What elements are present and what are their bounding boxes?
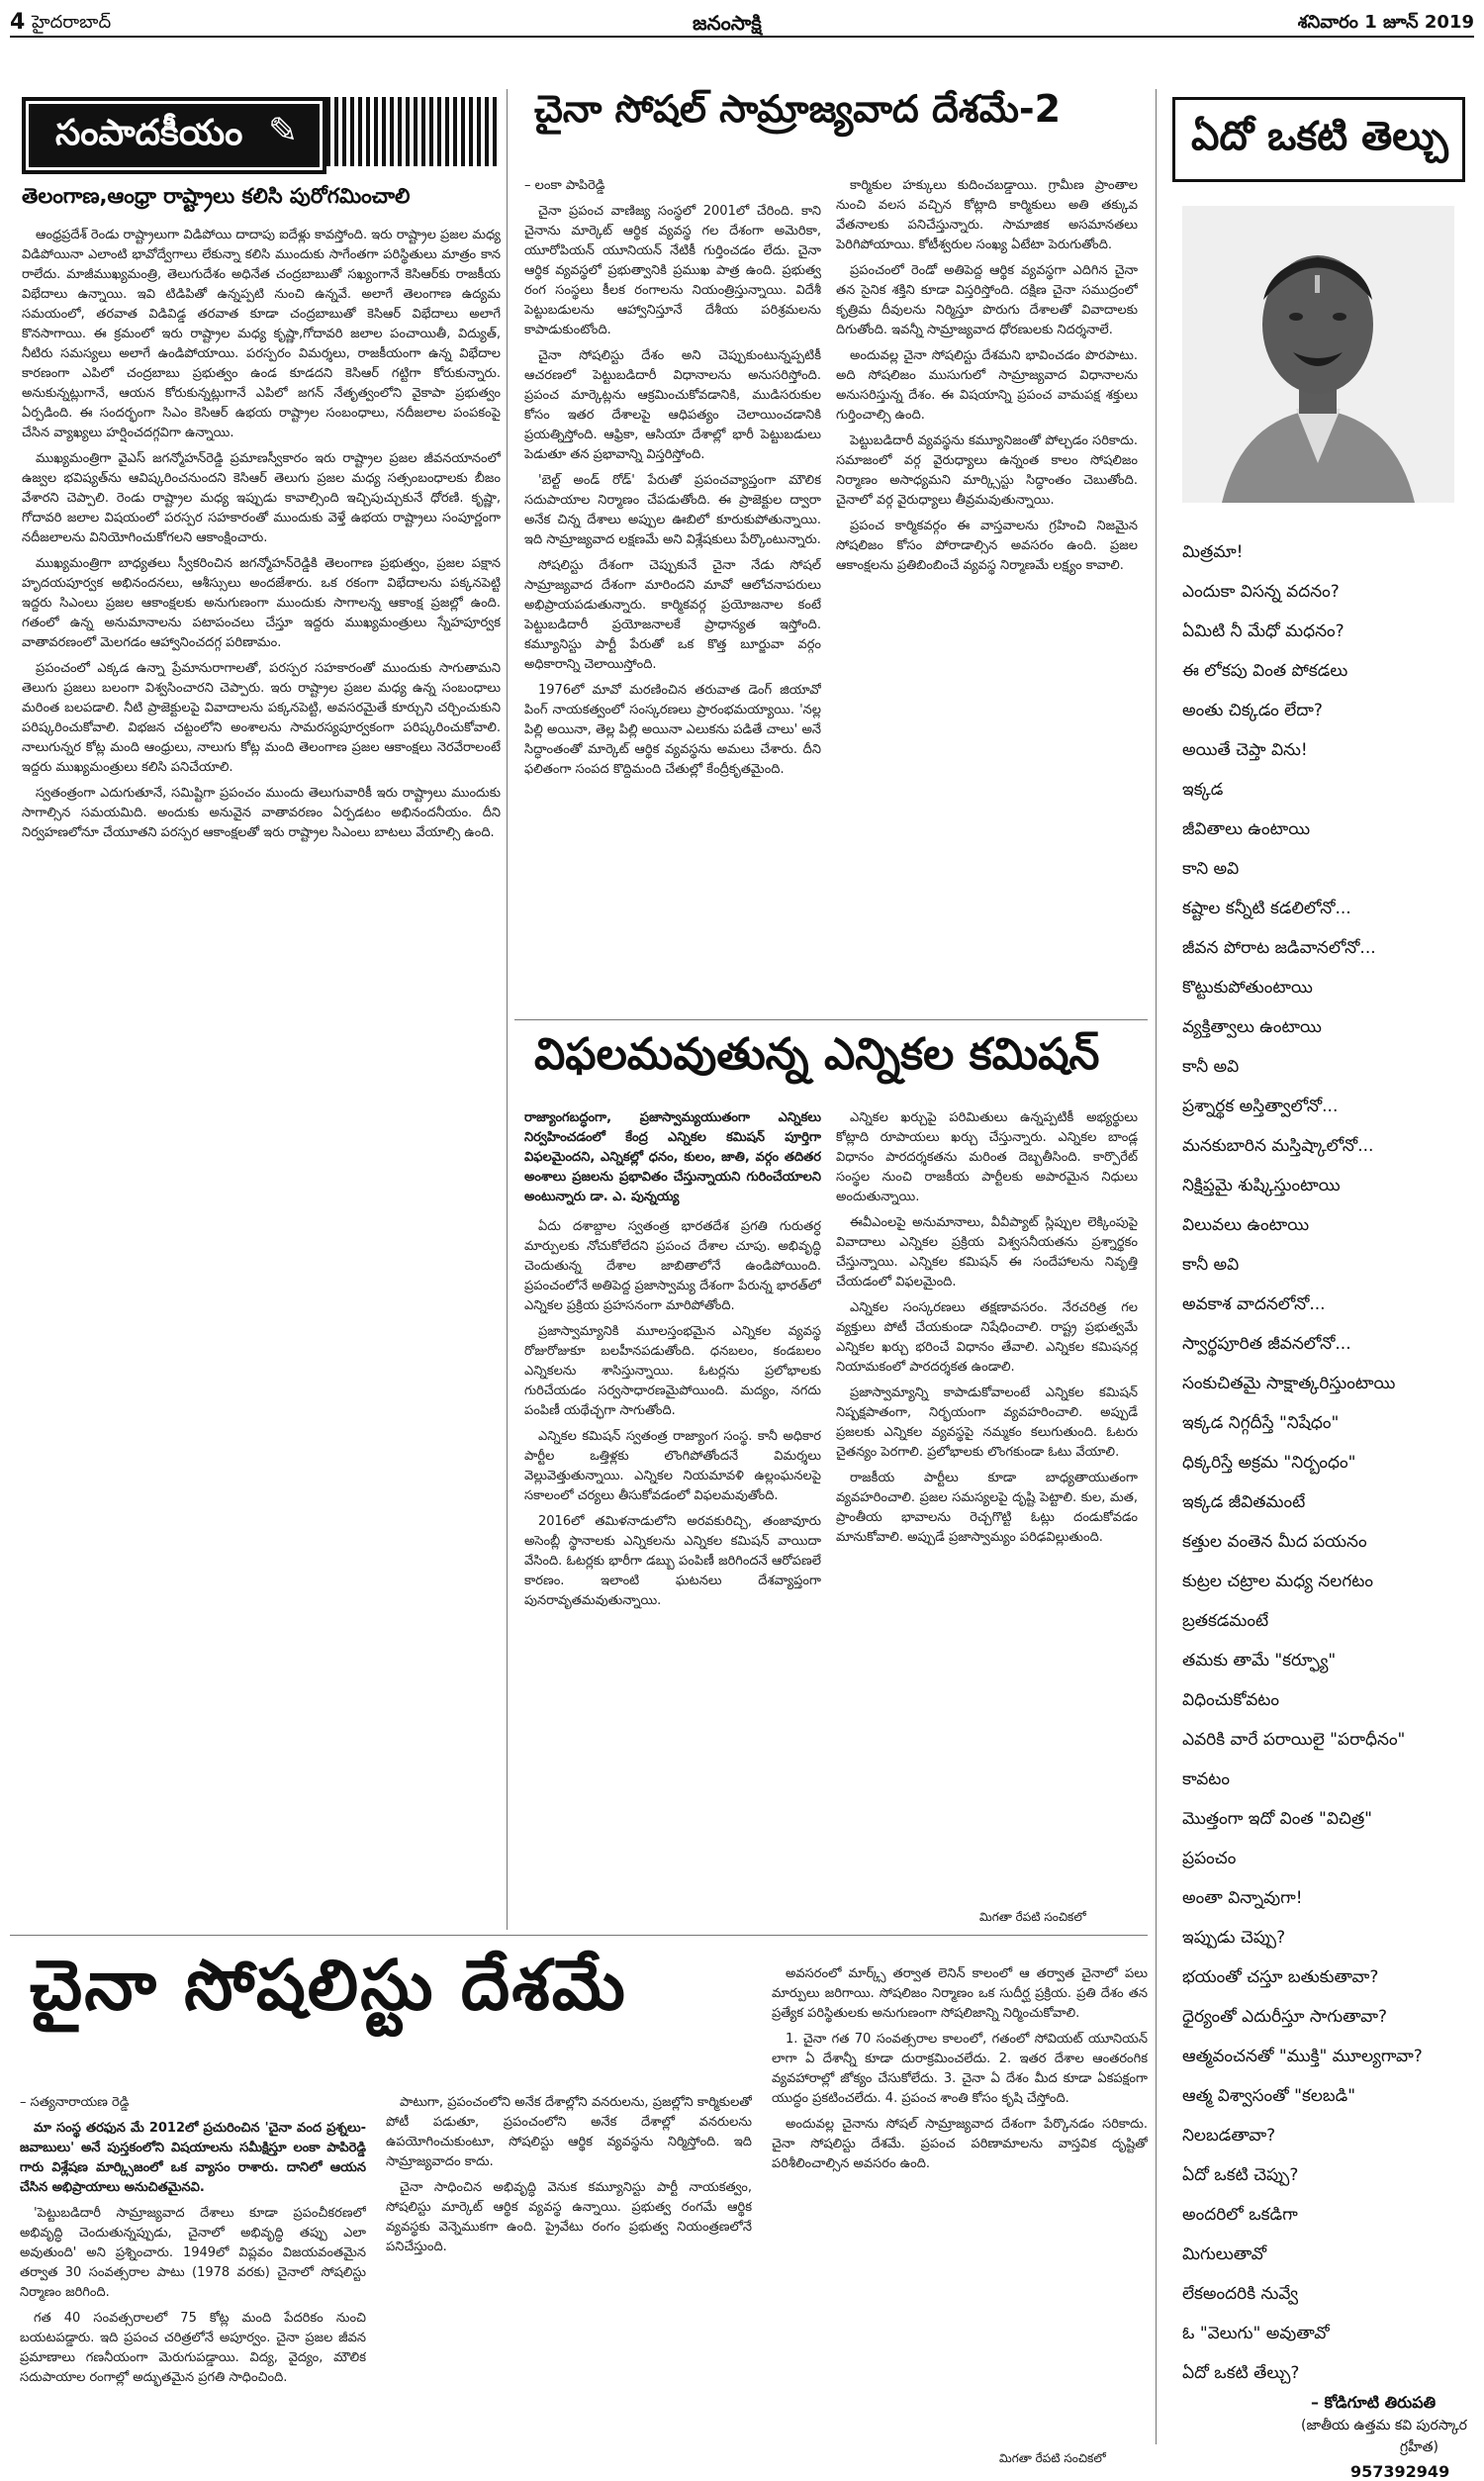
poem-line: నిలబడతావా? bbox=[1182, 2126, 1276, 2146]
poet-portrait-icon bbox=[1182, 206, 1454, 503]
china-paragraph: కార్మికుల హక్కులు కుదించబడ్డాయి. గ్రామీణ ప్రాంతాల నుంచి వలస వచ్చిన కోట్లాది కార్మికులు అతి తక్కువ వేతనాలకు పనిచేస్తున్నారు. సామాజిక అసమానతలు పెరిగిపోయాయి. కోటీశ్వరుల సంఖ్య ఏటేటా పెరుగుతోంది. bbox=[836, 178, 1138, 252]
poem-line: ఏదో ఒకటి చెప్పు? bbox=[1182, 2165, 1299, 2185]
election-body-right bbox=[836, 1108, 1138, 1910]
poem-line: విలువలు ఉంటాయి bbox=[1182, 1215, 1310, 1235]
poem-line: ప్రశ్నార్థక అస్తిత్వాలోనో... bbox=[1182, 1097, 1339, 1116]
poem-title: ఏదో ఒకటి తెల్చు bbox=[1191, 114, 1448, 159]
poem-line: ఆత్మ విశ్వాసంతో "కలబడి" bbox=[1182, 2086, 1356, 2106]
poem-line: మొత్తంగా ఇదో వింత "విచిత్ర" bbox=[1182, 1809, 1372, 1829]
editorial-body bbox=[22, 226, 501, 1918]
socialist-paragraph: 'పెట్టుబడిదారీ సామ్రాజ్యవాద దేశాలు కూడా ప్రపంచీకరణలో అభివృద్ధి చెందుతున్నప్పుడు, చైనాలో అభివృద్ధి తప్పు ఎలా అవుతుంది' అని ప్రశ్నించారు. 1949లో విప్లవం విజయవంతమైన తర్వాత 30 సంవత్సరాల పాటు (1978 వరకు) చైనాలో సోషలిస్టు నిర్మాణం జరిగింది. bbox=[20, 2206, 366, 2300]
section-divider bbox=[10, 1935, 1148, 1936]
socialist-headline: చైనా సోషలిస్టు దేశమే bbox=[30, 1945, 627, 2026]
poem-title-box bbox=[1172, 97, 1465, 182]
poem-author: – కోడిగూటి తిరుపతి bbox=[1311, 2393, 1437, 2412]
poem-line: లేకఅందరికి నువ్వే bbox=[1182, 2284, 1299, 2304]
poem-line: భయంతో చస్తూ బతుకుతావా? bbox=[1182, 1967, 1379, 1987]
china-byline: – లంకా పాపిరెడ్డి bbox=[524, 178, 605, 193]
poem-line: ఇక్కడ bbox=[1182, 780, 1224, 800]
china-paragraph: ప్రపంచంలో రెండో అతిపెద్ద ఆర్థిక వ్యవస్థగా ఎదిగిన చైనా తన సైనిక శక్తిని కూడా విస్తరిస్తోంది. దక్షిణ చైనా సముద్రంలో కృత్రిమ దీవులను నిర్మిస్తూ పొరుగు దేశాలతో వివాదాలకు దిగుతోంది. ఇవన్నీ సామ్రాజ్యవాద ధోరణులకు నిదర్శనాలే. bbox=[836, 263, 1138, 337]
editorial-paragraph: స్వతంత్రంగా ఎదుగుతూనే, సమిష్టిగా ప్రపంచం ముందు తెలుగువారికీ ఇరు రాష్ట్రాలు ముందుకు సాగాల్సిన సమయమిది. అందుకు అనువైన వాతావరణం ఏర్పడటం అభినందనీయం. దీని నిర్వహణలోనూ చేయూతని పరస్పర ఆకాంక్షలతో ఇరు రాష్ట్రాల సిఎంలు బాటలు వేయాల్సి ఉంది. bbox=[22, 786, 501, 840]
editorial-paragraph: ముఖ్యమంత్రిగా వైఎస్ జగన్మోహన్‌రెడ్డి ప్రమాణస్వీకారం ఇరు రాష్ట్రాల ప్రజల జీవనయానంలో ఉజ్వల భవిష్యత్‌ను ఆవిష్కరించనుందని కెసిఆర్ తెలుగు ప్రజల మధ్య సత్సంబంధాలకు బీజం వేశారని చెప్పాలి. రెండు రాష్ట్రాల మధ్య ఇప్పుడు కావాల్సింది ఇచ్చిపుచ్చుకునే ధోరణి. కృష్ణా, గోదావరి జలాల విషయంలో పరస్పర సహకారంతో ముందుకు వెళ్తే ఉభయ రాష్ట్రాలు సంపూర్ణంగా నదీజలాలను వినియోగించుకోగలని ఆకాంక్షించారు. bbox=[22, 451, 501, 545]
socialist-deck: మా సంస్థ తరఫున మే 2012లో ప్రచురించిన 'చైనా వంద ప్రశ్నలు-జవాబులు' అనే పుస్తకంలోని విషయాలను సమీక్షిస్తూ లంకా పాపిరెడ్డి గారు విశ్లేషణ మార్క్సిజంలో ఒక వ్యాసం రాశారు. దానిలో ఆయన చేసిన అభిప్రాయాలు అనుచితమైనవి. bbox=[20, 2121, 366, 2195]
poem-line: అంతా విన్నావుగా! bbox=[1182, 1888, 1303, 1908]
poem-line: కుట్రల చట్రాల మధ్య నలగటం bbox=[1182, 1572, 1373, 1591]
column-divider bbox=[507, 89, 508, 1930]
china-paragraph: చైనా ప్రపంచ వాణిజ్య సంస్థలో 2001లో చేరింది. కాని చైనాను మార్కెట్ ఆర్థిక వ్యవస్థ గల దేశంగా అమెరికా, యూరోపియన్ యూనియన్ నేటికీ గుర్తించడం లేదు. చైనా ఆర్థిక వ్యవస్థలో ప్రభుత్వానికి ప్రముఖ పాత్ర ఉంది. ప్రభుత్వ రంగ సంస్థలు కీలక రంగాలను నియంత్రిస్తున్నాయి. విదేశీ పెట్టుబడులను ఆహ్వానిస్తూనే దేశీయ పరిశ్రమలను కాపాడుకుంటోంది. bbox=[524, 204, 821, 337]
election-headline: విఫలమవుతున్న ఎన్నికల కమిషన్ bbox=[534, 1029, 1100, 1080]
poem-line: జీవితాలు ఉంటాయి bbox=[1182, 819, 1311, 839]
poet-photo bbox=[1182, 206, 1454, 503]
election-deck: రాజ్యాంగబద్ధంగా, ప్రజాస్వామ్యయుతంగా ఎన్నికలు నిర్వహించడంలో కేంద్ర ఎన్నికల కమిషన్ పూర్తిగా విఫలమైందని, ఎన్నికల్లో ధనం, కులం, జాతి, వర్గం తదితర అంశాలు ప్రజలను ప్రభావితం చేస్తున్నాయని గురించేయాలని అంటున్నారు డా. ఎ. పున్నయ్య bbox=[524, 1110, 821, 1204]
poem-line: సంకుచితమై సాక్షాత్కరిస్తుంటాయి bbox=[1182, 1374, 1396, 1393]
china-paragraph: ప్రపంచ కార్మికవర్గం ఈ వాస్తవాలను గ్రహించి నిజమైన సోషలిజం కోసం పోరాడాల్సిన అవసరం ఉంది. ప్రజల ఆకాంక్షలను ప్రతిబింబించే వ్యవస్థ నిర్మాణమే లక్ష్యం కావాలి. bbox=[836, 519, 1138, 573]
poem-line: మిగులుతావో bbox=[1182, 2244, 1267, 2264]
city-name: హైదరాబాద్ bbox=[32, 12, 112, 33]
poem-line: ఏమిటి నీ మేధో మధనం? bbox=[1182, 621, 1345, 641]
china-headline: చైనా సోషల్ సామ్రాజ్యవాద దేశమే-2 bbox=[534, 87, 1062, 131]
poem-line: అందరిలో ఒకడిగా bbox=[1182, 2205, 1298, 2225]
china-body-left bbox=[524, 176, 821, 1017]
poem-author-title: (జాతీయ ఉత్తమ కవి పురస్కార bbox=[1301, 2418, 1467, 2433]
china-article bbox=[514, 48, 1148, 1017]
poem-line: అవకాశ వాదనలోనో... bbox=[1182, 1294, 1326, 1314]
pen-icon: ✎ bbox=[268, 111, 299, 151]
editorial-section bbox=[12, 48, 501, 1928]
masthead bbox=[10, 8, 1474, 38]
page-number: 4 bbox=[10, 10, 26, 35]
poem-line: అయితే చెప్తా విను! bbox=[1182, 740, 1308, 760]
poem-line: ధిక్కరిస్తే అక్రమ "నిర్బంధం" bbox=[1182, 1453, 1356, 1473]
election-paragraph: ప్రజాస్వామ్యాన్ని కాపాడుకోవాలంటే ఎన్నికల కమిషన్ నిష్పక్షపాతంగా, నిర్భయంగా వ్యవహరించాలి. అప్పుడే ప్రజలకు ఎన్నికల వ్యవస్థపై నమ్మకం కలుగుతుంది. ఓటరు చైతన్యం పెరగాలి. ప్రలోభాలకు లొంగకుండా ఓటు వేయాలి. bbox=[836, 1385, 1138, 1460]
issue-date: శనివారం 1 జూన్ 2019 bbox=[1297, 12, 1474, 33]
china-paragraph: సోషలిస్టు దేశంగా చెప్పుకునే చైనా నేడు సోషల్ సామ్రాజ్యవాద దేశంగా మారిందని మావో ఆలోచనాపరులు అభిప్రాయపడుతున్నారు. కార్మికవర్గ ప్రయోజనాల కంటే పెట్టుబడిదారీ ప్రయోజనాలకే ప్రాధాన్యత ఇస్తోంది. కమ్యూనిస్టు పార్టీ పేరుతో ఒక కొత్త బూర్జువా వర్గం అధికారాన్ని చెలాయిస్తోంది. bbox=[524, 558, 821, 672]
poem-line: కత్తుల వంతెన మీద పయనం bbox=[1182, 1532, 1367, 1552]
socialist-body-3 bbox=[772, 1964, 1148, 2449]
socialist-paragraph: చైనా సాధించిన అభివృద్ధి వెనుక కమ్యూనిస్టు పార్టీ నాయకత్వం, సోషలిస్టు మార్కెట్ ఆర్థిక వ్యవస్థ ఉన్నాయి. ప్రభుత్వ రంగమే ఆర్థిక వ్యవస్థకు వెన్నెముకగా ఉంది. ప్రైవేటు రంగం ప్రభుత్వ నియంత్రణలోనే పనిచేస్తుంది. bbox=[386, 2180, 752, 2254]
poem-line: ధైర్యంతో ఎదురీస్తూ సాగుతావా? bbox=[1182, 2007, 1388, 2027]
poem-line: స్వార్థపూరిత జీవనలోనో... bbox=[1182, 1334, 1351, 1354]
editorial-paragraph: ప్రపంచంలో ఎక్కడ ఉన్నా ప్రేమానురాగాలతో, పరస్పర సహకారంతో ముందుకు సాగుతామని తెలుగు ప్రజలు బలంగా విశ్వసించారని చెప్పారు. ఇరు రాష్ట్రాల ప్రజల మధ్య ఉన్న సంబంధాలు మరింత బలపడాలి. నీటి ప్రాజెక్టులపై వివాదాలను పక్కనపెట్టి, అవసరమైతే కూర్చుని చర్చించుకుని పరిష్కరించుకోవాలి. విభజన చట్టంలోని అంశాలను సామరస్యపూర్వకంగా పరిష్కరించుకోవాలి. నాలుగున్నర కోట్ల మంది ఆంధ్రులు, నాలుగు కోట్ల మంది తెలంగాణ ప్రజల ఆకాంక్షలు నెరవేరాలంటే ఇద్దరు ముఖ్యమంత్రులు కలిసి పనిచేయాలి. bbox=[22, 661, 501, 775]
poem-line: విధించుకోవటం bbox=[1182, 1690, 1280, 1710]
poem-line: బ్రతకడమంటే bbox=[1182, 1611, 1269, 1631]
editorial-paragraph: ఆంధ్రప్రదేశ్ రెండు రాష్ట్రాలుగా విడిపోయి దాదాపు ఐదేళ్లు కావస్తోంది. ఇరు రాష్ట్రాల ప్రజల మధ్య విడిపోయినా ఎలాంటి భావోద్వేగాలు లేకున్నా కలిసి ముందుకు సాగేంతగా పరిస్థితులు మాత్రం కాన రాలేదు. మాజీముఖ్యమంత్రి, తెలుగుదేశం అధినేత చంద్రబాబుతో సఖ్యంగానే కెసిఆర్‌కు రాజకీయ విభేదాలు ఉన్నాయి. ఇవి టిడిపితో ఉన్నప్పటి నుంచి ఉన్నవే. అలాగే తెలంగాణ ఉద్యమ సమయంలో, తరవాత విడివిడ్డ తరవాత కూడా చంద్రబాబుతో కెసిఆర్ విభేదాలు అలాగే కొనసాగాయి. ఈ క్రమంలో ఇరు రాష్ట్రాల మధ్య కృష్ణా,గోదావరి జలాల పంచాయితీ, విద్యుత్, నీటిరు సమస్యలు అలాగే ఉండిపోయాయి. పరస్పరం విమర్శలు, రాజకీయంగా ఉన్న విభేదాల కారణంగా ఎపిలో చంద్రబాబు ప్రభుత్వం ఉండ కూడదని కెసిఆర్ గట్టిగా కోరుకున్నారు. అనుకున్నట్లుగానే, ఆయన కోరుకున్నట్లుగానే ఎపిలో జగన్ నేతృత్వంలోని వైకాపా ప్రభుత్వం ఏర్పడింది. ఈ సందర్భంగా సిఎం కెసిఆర్ ఉభయ రాష్ట్రాల సంబంధాలు, నదీజలాల పంపకంపై చేసిన వ్యాఖ్యలు హర్షించదగ్గవిగా ఉన్నాయి. bbox=[22, 228, 501, 440]
section-divider bbox=[514, 1019, 1148, 1020]
poem-line: వ్యక్తిత్వాలు ఉంటాయి bbox=[1182, 1017, 1322, 1037]
china-paragraph: 'బెల్ట్ అండ్ రోడ్' పేరుతో ప్రపంచవ్యాప్తంగా మౌలిక సదుపాయాల నిర్మాణం చేపడుతోంది. ఈ ప్రాజెక్టుల ద్వారా అనేక చిన్న దేశాలు అప్పుల ఊబిలో కూరుకుపోతున్నాయి. ఇది సామ్రాజ్యవాద లక్షణమే అని విశ్లేషకులు పేర్కొంటున్నారు. bbox=[524, 473, 821, 547]
editorial-headline: తెలంగాణ,ఆంధ్రా రాష్ట్రాలు కలిసి పురోగమించాలి bbox=[22, 184, 411, 208]
china-paragraph: పెట్టుబడిదారీ వ్యవస్థను కమ్యూనిజంతో పోల్చడం సరికాదు. సమాజంలో వర్గ వైరుధ్యాలు ఉన్నంత కాలం సోషలిజం నిర్మాణం అసాధ్యమని మార్క్సిస్టు సిద్ధాంతం చెబుతోంది. చైనాలో వర్గ వైరుధ్యాలు తీవ్రమవుతున్నాయి. bbox=[836, 433, 1138, 508]
poem-section bbox=[1162, 48, 1474, 2481]
socialist-body-1 bbox=[20, 2093, 366, 2469]
column-divider bbox=[1156, 89, 1157, 2444]
socialist-paragraph: పాటుగా, ప్రపంచంలోని అనేక దేశాల్లోని వనరులను, ప్రజల్లోని కార్మికులతో పోటీ పడుతూ, ప్రపంచంలోని అనేక దేశాల్లో వనరులను ఉపయోగించుకుంటూ, సోషలిస్టు ఆర్థిక వ్యవస్థను నిర్మిస్తోంది. ఇది సామ్రాజ్యవాదం కాదు. bbox=[386, 2095, 752, 2169]
china-paragraph: అందువల్ల చైనా సోషలిస్టు దేశమని భావించడం పొరపాటు. అది సోషలిజం ముసుగులో సామ్రాజ్యవాద విధానాలను అనుసరిస్తున్న దేశం. ఈ విషయాన్ని ప్రపంచ వామపక్ష శక్తులు గుర్తించాల్సి ఉంది. bbox=[836, 348, 1138, 423]
china-body-right bbox=[836, 176, 1138, 1017]
editorial-banner bbox=[22, 97, 326, 174]
poem-line: కాని అవి bbox=[1182, 859, 1240, 879]
election-paragraph: ప్రజాస్వామ్యానికి మూలస్తంభమైన ఎన్నికల వ్యవస్థ రోజురోజుకూ బలహీనపడుతోంది. ధనబలం, కండబలం ఎన్నికలను శాసిస్తున్నాయి. ఓటర్లను ప్రలోభాలకు గురిచేయడం సర్వసాధారణమైపోయింది. మద్యం, నగదు పంపిణీ యథేచ్ఛగా సాగుతోంది. bbox=[524, 1324, 821, 1418]
editorial-decor-stripes bbox=[326, 97, 501, 166]
poem-line: తమకు తామే "కర్ఫ్యూ" bbox=[1182, 1651, 1337, 1670]
poem-line: కష్టాల కన్నీటి కడలిలోనో... bbox=[1182, 899, 1351, 918]
socialist-continued: మిగతా రేపటి సంచికలో bbox=[999, 2451, 1106, 2465]
socialist-paragraph: అందువల్ల చైనాను సోషల్ సామ్రాజ్యవాద దేశంగా పేర్కొనడం సరికాదు. చైనా సోషలిస్టు దేశమే. ప్రపంచ పరిణామాలను వాస్తవిక దృష్టితో పరిశీలించాల్సిన అవసరం ఉంది. bbox=[772, 2117, 1148, 2171]
poem-author-title-2: గ్రహీత) bbox=[1400, 2439, 1438, 2455]
paper-name: జనంసాక్షి bbox=[693, 11, 762, 35]
socialist-article bbox=[10, 1945, 1148, 2469]
poem-line: మనకుబారిన మస్తిష్కాలోనో... bbox=[1182, 1136, 1374, 1156]
poem-line: కొట్టుకుపోతుంటాయి bbox=[1182, 978, 1313, 998]
poem-line: ఆత్మవంచనతో "ముక్తి" మూల్యగావా? bbox=[1182, 2047, 1423, 2066]
poem-line: మిత్రమా! bbox=[1182, 542, 1244, 562]
poem-line: నిక్షిప్తమై శుష్కిస్తుంటాయి bbox=[1182, 1176, 1341, 1195]
poem-line: అంతు చిక్కడం లేదా? bbox=[1182, 701, 1323, 720]
election-paragraph: ఎన్నికల కమిషన్ స్వతంత్ర రాజ్యాంగ సంస్థ. కానీ అధికార పార్టీల ఒత్తిళ్లకు లొంగిపోతోందనే విమర్శలు వెల్లువెత్తుతున్నాయి. ఎన్నికల నియమావళి ఉల్లంఘనలపై సకాలంలో చర్యలు తీసుకోవడంలో విఫలమవుతోంది. bbox=[524, 1429, 821, 1503]
poem-line: కావటం bbox=[1182, 1769, 1231, 1789]
election-paragraph: ఈవీఎంలపై అనుమానాలు, వీవీప్యాట్ స్లిప్పుల లెక్కింపుపై వివాదాలు ఎన్నికల ప్రక్రియ విశ్వసనీయతను ప్రశ్నార్థకం చేస్తున్నాయి. ఎన్నికల కమిషన్ ఈ సందేహాలను నివృత్తి చేయడంలో విఫలమైంది. bbox=[836, 1215, 1138, 1289]
election-continued: మిగతా రేపటి సంచికలో bbox=[979, 1910, 1086, 1924]
editorial-paragraph: ముఖ్యమంత్రిగా బాధ్యతలు స్వీకరించిన జగన్మోహన్‌రెడ్డికి తెలంగాణ ప్రభుత్వం, ప్రజల పక్షాన హృదయపూర్వక అభినందనలు, ఆశీస్సులు అందజేశారు. ఒక రకంగా విభేదాలను పక్కనపెట్టి ఇద్దరు సిఎంలు ప్రజల ఆకాంక్షలకు అనుగుణంగా ముందుకు సాగాలన్న ఆకాంక్ష ప్రజల్లో ఉంది. గతంలో ఉన్న అనుమానాలను పటాపంచలు చేస్తూ ఇద్దరు ముఖ్యమంత్రులు స్నేహపూర్వక వాతావరణంలో మెలగడం ఆహ్వానించదగ్గ పరిణామం. bbox=[22, 556, 501, 650]
election-paragraph: ఎన్నికల ఖర్చుపై పరిమితులు ఉన్నప్పటికీ అభ్యర్థులు కోట్లాది రూపాయలు ఖర్చు చేస్తున్నారు. ఎన్నికల బాండ్ల విధానం పారదర్శకతను మరింత దెబ్బతీసింది. కార్పొరేట్ సంస్థల నుంచి రాజకీయ పార్టీలకు అపారమైన నిధులు అందుతున్నాయి. bbox=[836, 1110, 1138, 1204]
poem-phone: 957392949 bbox=[1350, 2462, 1450, 2481]
poem-line: కానీ అవి bbox=[1182, 1057, 1240, 1077]
poem-line: ఇక్కడ నిగ్గదీస్తే "నిషేధం" bbox=[1182, 1413, 1340, 1433]
election-article bbox=[514, 1029, 1148, 1930]
editorial-title: సంపాదకీయం bbox=[55, 113, 243, 153]
poem-line: కానీ అవి bbox=[1182, 1255, 1240, 1275]
election-paragraph: రాజకీయ పార్టీలు కూడా బాధ్యతాయుతంగా వ్యవహరించాలి. ప్రజల సమస్యలపై దృష్టి పెట్టాలి. కుల, మత, ప్రాంతీయ భావాలను రెచ్చగొట్టి ఓట్లు దండుకోవడం మానుకోవాలి. అప్పుడే ప్రజాస్వామ్యం పరిఢవిల్లుతుంది. bbox=[836, 1471, 1138, 1545]
election-paragraph: ఏదు దశాబ్దాల స్వతంత్ర భారతదేశ ప్రగతి గురుతర్ధ మార్పులకు నోచుకోలేదని ప్రపంచ దేశాల చూపు. అభివృద్ధి చెందుతున్న దేశాల జాబితాలోనే ఉండిపోయింది. ప్రపంచంలోనే అతిపెద్ద ప్రజాస్వామ్య దేశంగా పేరున్న భారత్‌లో ఎన్నికల ప్రక్రియ ప్రహసనంగా మారిపోతోంది. bbox=[524, 1219, 821, 1313]
election-paragraph: ఎన్నికల సంస్కరణలు తక్షణావసరం. నేరచరిత్ర గల వ్యక్తులు పోటీ చేయకుండా నిషేధించాలి. రాష్ట్ర ప్రభుత్వమే ఎన్నికల ఖర్చు భరించే విధానం తేవాలి. ఎన్నికల కమిషనర్ల నియామకంలో పారదర్శకత ఉండాలి. bbox=[836, 1300, 1138, 1375]
poem-line: ఎవరికి వారే పరాయిలై "పరాధీనం" bbox=[1182, 1730, 1406, 1750]
socialist-paragraph: 1. చైనా గత 70 సంవత్సరాల కాలంలో, గతంలో సోవియట్ యూనియన్ లాగా ఏ దేశాన్నీ కూడా దురాక్రమించలేదు. 2. ఇతర దేశాల ఆంతరంగిక వ్యవహారాల్లో జోక్యం చేసుకోలేదు. 3. చైనా ఏ దేశం మీద కూడా ఏకపక్షంగా యుద్ధం ప్రకటించలేదు. 4. ప్రపంచ శాంతి కోసం కృషి చేస్తోంది. bbox=[772, 2032, 1148, 2106]
election-body-left bbox=[524, 1217, 821, 1930]
socialist-body-2 bbox=[386, 2093, 752, 2469]
poem-line: ఇక్కడ జీవితమంటే bbox=[1182, 1492, 1306, 1512]
china-paragraph: చైనా సోషలిస్టు దేశం అని చెప్పుకుంటున్నప్పటికీ ఆచరణలో పెట్టుబడిదారీ విధానాలను అనుసరిస్తోంది. ప్రపంచ మార్కెట్లను ఆక్రమించుకోవడానికి, ముడిసరుకుల కోసం ఇతర దేశాలపై ఆధిపత్యం చెలాయించడానికి ప్రయత్నిస్తోంది. ఆఫ్రికా, ఆసియా దేశాల్లో భారీ పెట్టుబడులు పెడుతూ తన ప్రభావాన్ని విస్తరిస్తోంది. bbox=[524, 348, 821, 462]
poem-line: ఈ లోకపు వింత పోకడలు bbox=[1182, 661, 1348, 681]
poem-line: ఏదో ఒకటి తేల్చు? bbox=[1182, 2363, 1300, 2383]
socialist-paragraph: గత 40 సంవత్సరాలలో 75 కోట్ల మంది పేదరికం నుంచి బయటపడ్డారు. ఇది ప్రపంచ చరిత్రలోనే అపూర్వం. చైనా ప్రజల జీవన ప్రమాణాలు గణనీయంగా మెరుగుపడ్డాయి. విద్య, వైద్యం, మౌలిక సదుపాయాల రంగాల్లో అద్భుతమైన ప్రగతి సాధించింది. bbox=[20, 2311, 366, 2385]
election-paragraph: 2016లో తమిళనాడులోని అరవకురిచ్చి, తంజావూరు అసెంబ్లీ స్థానాలకు ఎన్నికలను ఎన్నికల కమిషన్ వాయిదా వేసింది. ఓటర్లకు భారీగా డబ్బు పంపిణీ జరిగిందనే ఆరోపణలే కారణం. ఇలాంటి ఘటనలు దేశవ్యాప్తంగా పునరావృతమవుతున్నాయి. bbox=[524, 1514, 821, 1608]
poem-body bbox=[1182, 532, 1469, 2393]
poem-line: ఓ "వెలుగు" అవుతావో bbox=[1182, 2324, 1330, 2343]
socialist-paragraph: అవసరంలో మార్క్స్ తర్వాత లెనిన్ కాలంలో ఆ తర్వాత చైనాలో పలు మార్పులు జరిగాయి. సోషలిజం నిర్మాణం ఒక సుదీర్ఘ ప్రక్రియ. ప్రతి దేశం తన ప్రత్యేక పరిస్థితులకు అనుగుణంగా సోషలిజాన్ని నిర్మించుకోవాలి. bbox=[772, 1966, 1148, 2021]
poem-line: జీవన పోరాట జడివానలోనో... bbox=[1182, 938, 1376, 958]
poem-line: ప్రపంచం bbox=[1182, 1849, 1237, 1868]
poem-line: ఇప్పుడు చెప్పు? bbox=[1182, 1928, 1286, 1948]
china-paragraph: 1976లో మావో మరణించిన తరువాత డెంగ్ జియావో పింగ్ నాయకత్వంలో సంస్కరణలు ప్రారంభమయ్యాయి. 'నల్ల పిల్లి అయినా, తెల్ల పిల్లి అయినా ఎలుకను పడితే చాలు' అనే సిద్ధాంతంతో మార్కెట్ ఆర్థిక వ్యవస్థను అమలు చేశారు. దీని ఫలితంగా సంపద కొద్దిమంది చేతుల్లో కేంద్రీకృతమైంది. bbox=[524, 683, 821, 777]
socialist-byline: – సత్యనారాయణ రెడ్డి bbox=[20, 2095, 130, 2110]
poem-line: ఎందుకా విసన్న వదనం? bbox=[1182, 582, 1340, 602]
